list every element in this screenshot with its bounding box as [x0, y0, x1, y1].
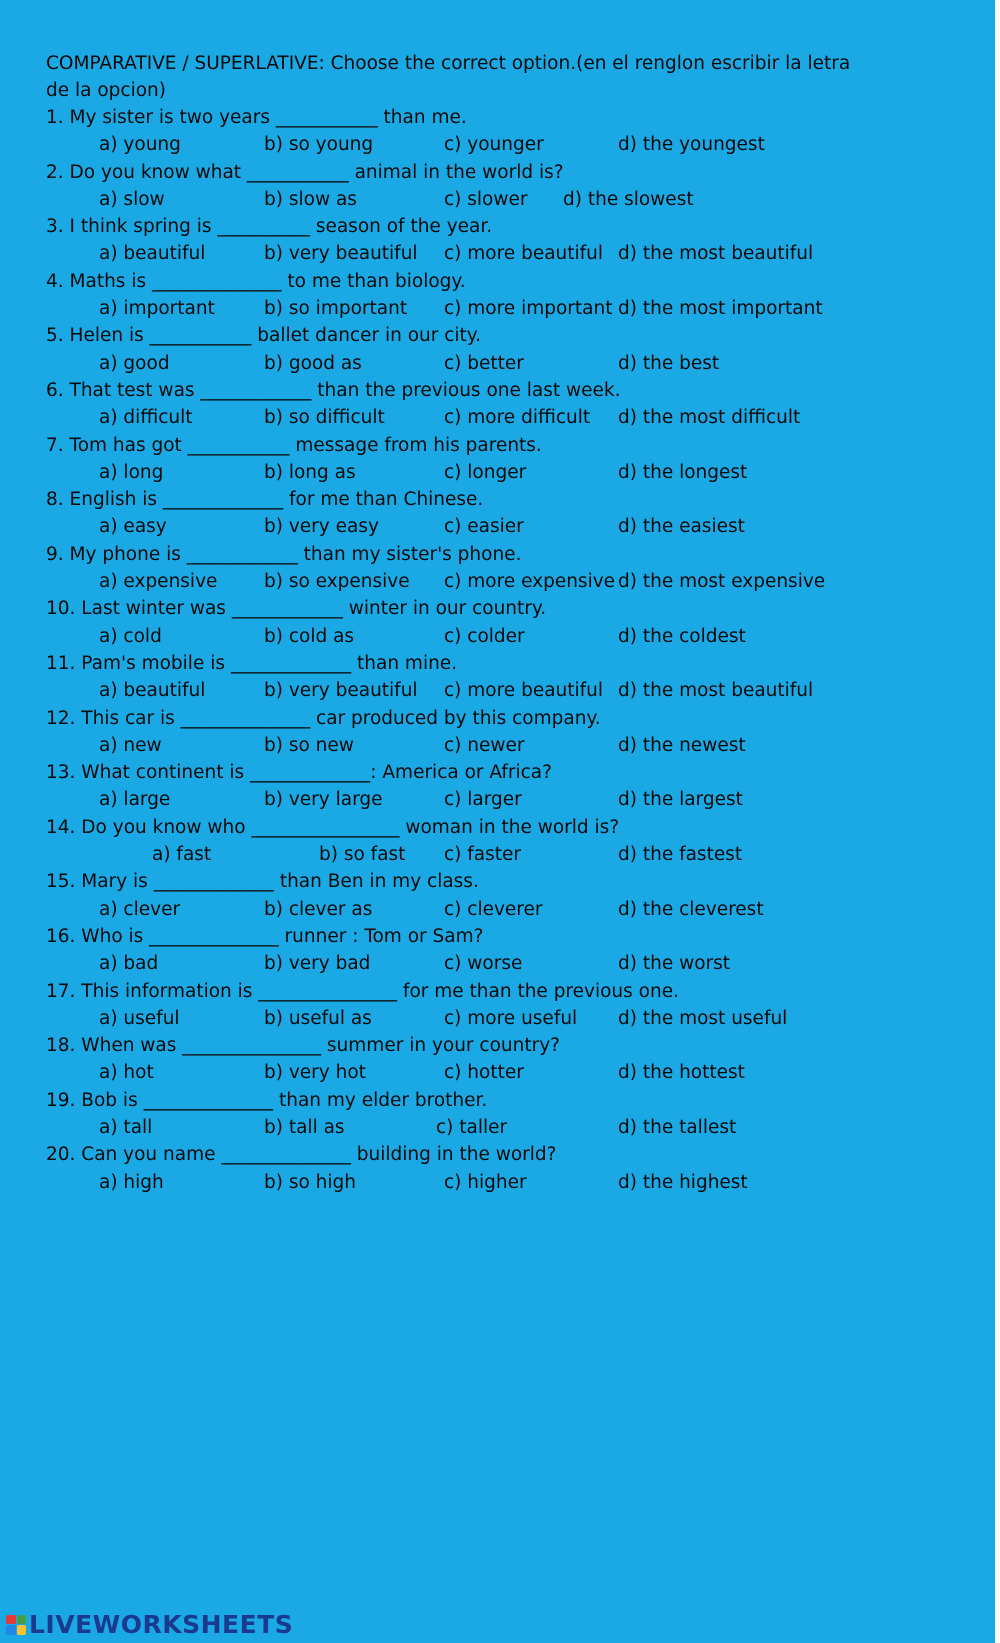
question-text: 20. Can you name ______________ building in the world? [46, 1144, 557, 1166]
option-c: c) taller [436, 1116, 508, 1138]
option-a: a) tall [99, 1116, 153, 1138]
question-text: 6. That test was ____________ than the previous one last week. [46, 379, 621, 401]
options-row [46, 1169, 946, 1196]
option-d: d) the longest [618, 461, 748, 483]
options-row [46, 1059, 946, 1086]
question-text: 2. Do you know what ___________ animal in the world is? [46, 161, 564, 183]
option-c: c) faster [444, 844, 521, 866]
option-d: d) the worst [618, 953, 731, 975]
option-a: a) good [99, 352, 170, 374]
option-a: a) clever [99, 898, 181, 920]
option-c: c) more important [444, 298, 613, 320]
option-c: c) younger [444, 134, 544, 156]
logo-text: LIVEWORKSHEETS [29, 1610, 294, 1639]
question-text: 13. What continent is _____________: America or Africa? [46, 762, 552, 784]
option-a: a) high [99, 1171, 164, 1193]
option-c: c) more beautiful [444, 680, 604, 702]
option-d: d) the best [618, 352, 720, 374]
option-c: c) more expensive [444, 571, 616, 593]
option-c: c) longer [444, 461, 527, 483]
liveworksheets-logo-icon [6, 1615, 26, 1635]
option-d: d) the cleverest [618, 898, 764, 920]
option-c: c) higher [444, 1171, 527, 1193]
option-a: a) new [99, 734, 162, 756]
question-text: 5. Helen is ___________ ballet dancer in our city. [46, 325, 481, 347]
question-text: 17. This information is _______________ for me than the previous one. [46, 980, 679, 1002]
option-c: c) more useful [444, 1007, 578, 1029]
option-a: a) useful [99, 1007, 180, 1029]
logo-square-3 [6, 1625, 16, 1635]
question-text: 9. My phone is ____________ than my sister's phone. [46, 543, 522, 565]
option-b: b) so high [264, 1171, 357, 1193]
option-d: d) the largest [618, 789, 743, 811]
options-row [46, 623, 946, 650]
option-c: c) cleverer [444, 898, 543, 920]
options-row [46, 677, 946, 704]
worksheet-content [46, 50, 946, 1196]
option-b: b) good as [264, 352, 362, 374]
options-row [46, 186, 946, 213]
question-text: 7. Tom has got ___________ message from his parents. [46, 434, 542, 456]
options-row [46, 350, 946, 377]
option-d: d) the hottest [618, 1062, 745, 1084]
option-a: a) beautiful [99, 243, 206, 265]
option-a: a) hot [99, 1062, 154, 1084]
option-c: c) hotter [444, 1062, 524, 1084]
option-a: a) easy [99, 516, 167, 538]
option-d: d) the highest [618, 1171, 748, 1193]
logo-square-1 [6, 1615, 16, 1625]
option-b: b) very beautiful [264, 680, 418, 702]
options-row [46, 131, 946, 158]
option-d: d) the most difficult [618, 407, 801, 429]
option-b: b) slow as [264, 188, 357, 210]
question-text: 15. Mary is _____________ than Ben in my class. [46, 871, 479, 893]
option-d: d) the most important [618, 298, 823, 320]
options-row [46, 1114, 946, 1141]
option-a: a) slow [99, 188, 165, 210]
option-d: d) the youngest [618, 134, 765, 156]
option-d: d) the most expensive [618, 571, 826, 593]
option-b: b) so important [264, 298, 408, 320]
options-row [46, 1005, 946, 1032]
option-d: d) the easiest [618, 516, 745, 538]
option-b: b) so fast [319, 844, 406, 866]
option-b: b) very bad [264, 953, 371, 975]
option-d: d) the most beautiful [618, 243, 814, 265]
option-b: b) very hot [264, 1062, 366, 1084]
question-text: 3. I think spring is __________ season of the year. [46, 216, 493, 238]
option-b: b) useful as [264, 1007, 372, 1029]
option-a: a) young [99, 134, 181, 156]
option-b: b) very easy [264, 516, 379, 538]
option-c: c) worse [444, 953, 523, 975]
option-b: b) very large [264, 789, 383, 811]
option-d: d) the slowest [563, 188, 694, 210]
option-c: c) more difficult [444, 407, 591, 429]
question-text: 19. Bob is ______________ than my elder brother. [46, 1089, 488, 1111]
question-text: 16. Who is ______________ runner : Tom or Sam? [46, 925, 484, 947]
option-a: a) long [99, 461, 164, 483]
liveworksheets-logo [6, 1610, 293, 1639]
instruction-line-1: COMPARATIVE / SUPERLATIVE: Choose the correct option.(en el renglon escribir la letra [46, 53, 851, 74]
options-row [46, 732, 946, 759]
question-text: 11. Pam's mobile is _____________ than mine. [46, 652, 458, 674]
option-c: c) easier [444, 516, 524, 538]
option-b: b) so new [264, 734, 354, 756]
option-b: b) so difficult [264, 407, 385, 429]
option-a: a) bad [99, 953, 159, 975]
options-row [46, 295, 946, 322]
option-c: c) newer [444, 734, 525, 756]
options-row [46, 513, 946, 540]
option-b: b) cold as [264, 625, 355, 647]
option-a: a) beautiful [99, 680, 206, 702]
option-a: a) difficult [99, 407, 193, 429]
option-a: a) important [99, 298, 215, 320]
question-text: 8. English is _____________ for me than Chinese. [46, 489, 484, 511]
options-row [46, 568, 946, 595]
option-d: d) the coldest [618, 625, 746, 647]
option-d: d) the fastest [618, 844, 743, 866]
option-b: b) tall as [264, 1116, 345, 1138]
question-text: 4. Maths is ______________ to me than biology. [46, 270, 466, 292]
option-a: a) cold [99, 625, 162, 647]
option-d: d) the newest [618, 734, 746, 756]
options-row [46, 459, 946, 486]
question-text: 18. When was _______________ summer in your country? [46, 1035, 560, 1057]
options-row [46, 404, 946, 431]
option-c: c) more beautiful [444, 243, 604, 265]
option-b: b) so young [264, 134, 374, 156]
question-text: 12. This car is ______________ car produced by this company. [46, 707, 601, 729]
option-c: c) better [444, 352, 524, 374]
option-b: b) clever as [264, 898, 373, 920]
logo-square-4 [17, 1625, 27, 1635]
option-c: c) larger [444, 789, 522, 811]
options-row [46, 240, 946, 267]
option-b: b) very beautiful [264, 243, 418, 265]
question-text: 14. Do you know who ________________ woman in the world is? [46, 816, 620, 838]
option-c: c) slower [444, 188, 528, 210]
option-a: a) large [99, 789, 171, 811]
option-d: d) the tallest [618, 1116, 737, 1138]
option-a: a) expensive [99, 571, 218, 593]
question-list [46, 104, 946, 1196]
options-row [46, 896, 946, 923]
options-row [46, 950, 946, 977]
question-text: 1. My sister is two years ___________ than me. [46, 107, 467, 128]
question-text: 10. Last winter was ____________ winter in our country. [46, 598, 547, 620]
option-d: d) the most beautiful [618, 680, 814, 702]
option-d: d) the most useful [618, 1007, 788, 1029]
option-a: a) fast [152, 844, 212, 866]
options-row [46, 841, 946, 868]
instruction-line-2: de la opcion) [46, 80, 166, 101]
options-row [46, 786, 946, 813]
option-b: b) so expensive [264, 571, 410, 593]
logo-square-2 [17, 1615, 27, 1625]
option-c: c) colder [444, 625, 525, 647]
option-b: b) long as [264, 461, 356, 483]
